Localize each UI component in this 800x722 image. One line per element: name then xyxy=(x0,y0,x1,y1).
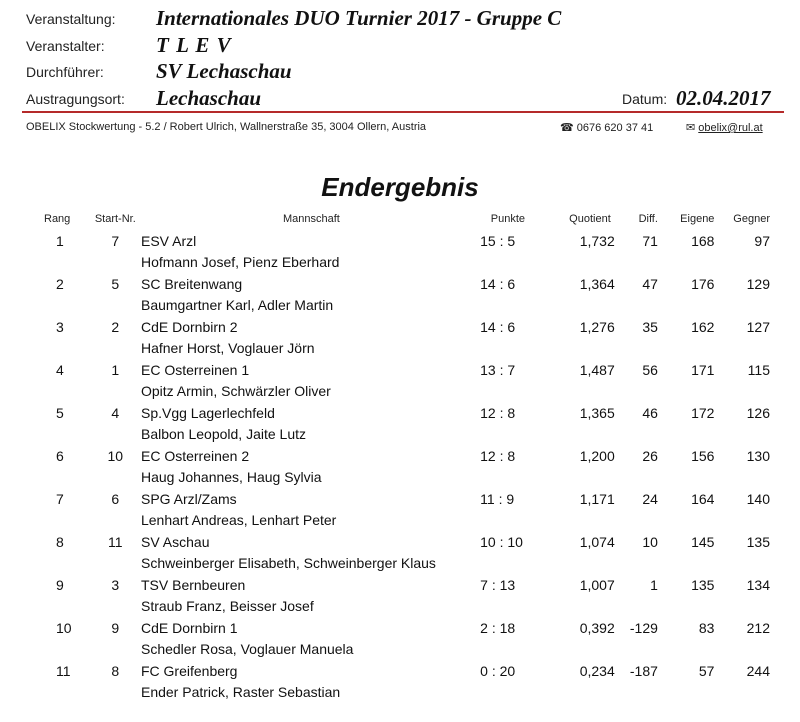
cell-team: TSV Bernbeuren xyxy=(140,576,246,593)
col-points: Punkte xyxy=(490,213,526,225)
mail-contact xyxy=(686,121,763,134)
cell-team: SPG Arzl/Zams xyxy=(140,490,237,507)
cell-start: 6 xyxy=(111,490,120,507)
table-row xyxy=(30,531,770,553)
organizer-value: T L E V xyxy=(156,33,232,57)
table-row-players xyxy=(30,682,770,704)
cell-quotient: 1,487 xyxy=(579,361,615,378)
cell-points: 12 : 8 xyxy=(480,404,516,421)
cell-team: FC Greifenberg xyxy=(140,662,238,679)
cell-diff: -187 xyxy=(629,662,658,679)
cell-start: 7 xyxy=(111,232,120,249)
cell-points: 13 : 7 xyxy=(480,361,516,378)
cell-points: 12 : 8 xyxy=(480,447,516,464)
cell-diff: 71 xyxy=(642,232,658,249)
table-row-players xyxy=(30,510,770,532)
cell-team: EC Osterreinen 1 xyxy=(140,361,250,378)
cell-rank: 1 xyxy=(56,232,64,249)
cell-points: 10 : 10 xyxy=(480,533,523,550)
organizer-label: Veranstalter: xyxy=(26,38,105,54)
cell-start: 9 xyxy=(111,619,120,636)
software-info: OBELIX Stockwertung - 5.2 / Robert Ulrich, Wallnerstraße 35, 3004 Ollern, Austria xyxy=(26,121,427,133)
cell-quotient: 1,365 xyxy=(579,404,615,421)
phone-contact xyxy=(560,121,653,134)
table-header xyxy=(30,208,770,230)
cell-opp: 140 xyxy=(746,490,770,507)
col-start: Start-Nr. xyxy=(94,213,136,225)
cell-team: Sp.Vgg Lagerlechfeld xyxy=(140,404,275,421)
cell-rank: 9 xyxy=(56,576,64,593)
cell-rank: 4 xyxy=(56,361,64,378)
cell-diff: 46 xyxy=(642,404,658,421)
cell-rank: 10 xyxy=(56,619,72,636)
col-quotient: Quotient xyxy=(569,213,611,225)
spacer xyxy=(30,252,141,274)
cell-quotient: 1,007 xyxy=(579,576,615,593)
date-label: Datum: xyxy=(622,91,668,107)
cell-start: 4 xyxy=(111,404,120,421)
table-row-players xyxy=(30,338,770,360)
cell-rank: 6 xyxy=(56,447,64,464)
spacer xyxy=(30,553,141,575)
table-row-players xyxy=(30,295,770,317)
cell-diff: 1 xyxy=(650,576,658,593)
cell-own: 156 xyxy=(691,447,715,464)
cell-own: 172 xyxy=(691,404,715,421)
cell-team: CdE Dornbirn 1 xyxy=(140,619,238,636)
table-row xyxy=(30,230,770,252)
event-label: Veranstaltung: xyxy=(26,11,116,27)
cell-own: 83 xyxy=(698,619,715,636)
table-row xyxy=(30,488,770,510)
cell-quotient: 0,392 xyxy=(579,619,615,636)
cell-quotient: 1,276 xyxy=(579,318,615,335)
spacer xyxy=(30,424,141,446)
cell-players: Schedler Rosa, Voglauer Manuela xyxy=(140,641,354,658)
cell-team: CdE Dornbirn 2 xyxy=(140,318,238,335)
spacer xyxy=(30,467,141,489)
cell-start: 5 xyxy=(111,275,120,292)
spacer xyxy=(30,596,141,618)
cell-opp: 134 xyxy=(746,576,770,593)
table-row-players xyxy=(30,596,770,618)
cell-quotient: 0,234 xyxy=(579,662,615,679)
cell-own: 135 xyxy=(691,576,715,593)
cell-opp: 115 xyxy=(747,361,770,378)
cell-players: Opitz Armin, Schwärzler Oliver xyxy=(140,383,331,400)
results-table xyxy=(30,208,770,703)
cell-opp: 244 xyxy=(746,662,770,679)
cell-own: 171 xyxy=(691,361,715,378)
spacer xyxy=(30,338,141,360)
executor-value: SV Lechaschau xyxy=(156,59,292,83)
cell-opp: 126 xyxy=(746,404,770,421)
spacer xyxy=(30,682,141,704)
cell-own: 168 xyxy=(691,232,715,249)
cell-quotient: 1,732 xyxy=(579,232,615,249)
cell-points: 2 : 18 xyxy=(480,619,516,636)
cell-diff: 10 xyxy=(642,533,658,550)
col-opp: Gegner xyxy=(733,213,770,225)
cell-start: 1 xyxy=(111,361,120,378)
cell-start: 8 xyxy=(111,662,120,679)
table-row xyxy=(30,617,770,639)
date-value: 02.04.2017 xyxy=(676,86,771,110)
table-row-players xyxy=(30,639,770,661)
cell-opp: 127 xyxy=(746,318,770,335)
cell-own: 57 xyxy=(698,662,715,679)
cell-opp: 97 xyxy=(754,232,770,249)
page-title: Endergebnis xyxy=(321,172,479,202)
cell-points: 14 : 6 xyxy=(480,275,516,292)
cell-points: 14 : 6 xyxy=(480,318,516,335)
table-row xyxy=(30,273,770,295)
event-value: Internationales DUO Turnier 2017 - Gruppe C xyxy=(156,6,562,30)
cell-rank: 5 xyxy=(56,404,64,421)
cell-team: EC Osterreinen 2 xyxy=(140,447,250,464)
cell-players: Lenhart Andreas, Lenhart Peter xyxy=(140,512,337,529)
table-row-players xyxy=(30,252,770,274)
col-own: Eigene xyxy=(680,213,715,225)
cell-players: Balbon Leopold, Jaite Lutz xyxy=(140,426,306,443)
table-row xyxy=(30,402,770,424)
cell-diff: 47 xyxy=(642,275,658,292)
cell-points: 11 : 9 xyxy=(480,490,515,507)
spacer xyxy=(30,639,141,661)
table-row-players xyxy=(30,424,770,446)
table-row xyxy=(30,660,770,682)
cell-start: 10 xyxy=(107,447,124,464)
cell-players: Baumgartner Karl, Adler Martin xyxy=(140,297,334,314)
cell-start: 2 xyxy=(111,318,120,335)
cell-players: Ender Patrick, Raster Sebastian xyxy=(140,684,341,701)
cell-own: 164 xyxy=(691,490,715,507)
cell-rank: 2 xyxy=(56,275,64,292)
spacer xyxy=(30,381,141,403)
cell-opp: 135 xyxy=(746,533,770,550)
cell-team: SV Aschau xyxy=(140,533,210,550)
venue-label: Austragungsort: xyxy=(26,91,125,107)
cell-diff: -129 xyxy=(629,619,658,636)
table-row-players xyxy=(30,553,770,575)
executor-label: Durchführer: xyxy=(26,64,104,80)
cell-quotient: 1,171 xyxy=(579,490,615,507)
cell-own: 145 xyxy=(691,533,715,550)
cell-own: 176 xyxy=(691,275,715,292)
cell-players: Hofmann Josef, Pienz Eberhard xyxy=(140,254,340,271)
cell-diff: 35 xyxy=(642,318,658,335)
col-diff: Diff. xyxy=(638,213,658,225)
cell-quotient: 1,364 xyxy=(579,275,615,292)
cell-rank: 8 xyxy=(56,533,64,550)
table-row xyxy=(30,445,770,467)
cell-rank: 7 xyxy=(56,490,64,507)
cell-diff: 24 xyxy=(642,490,658,507)
header-divider xyxy=(22,111,784,113)
col-team: Mannschaft xyxy=(282,213,340,225)
cell-start: 3 xyxy=(111,576,120,593)
cell-team: SC Breitenwang xyxy=(140,275,243,292)
cell-opp: 130 xyxy=(746,447,770,464)
cell-start: 11 xyxy=(108,533,123,550)
cell-rank: 11 xyxy=(56,662,71,679)
cell-rank: 3 xyxy=(56,318,64,335)
cell-quotient: 1,074 xyxy=(579,533,615,550)
cell-opp: 212 xyxy=(746,619,770,636)
spacer xyxy=(30,510,141,532)
cell-quotient: 1,200 xyxy=(579,447,615,464)
cell-points: 0 : 20 xyxy=(480,662,516,679)
results-body xyxy=(30,230,770,703)
phone-number: 0676 620 37 41 xyxy=(576,122,654,134)
cell-points: 7 : 13 xyxy=(480,576,516,593)
phone-icon: ☎ xyxy=(560,122,574,134)
table-row-players xyxy=(30,381,770,403)
cell-players: Haug Johannes, Haug Sylvia xyxy=(140,469,322,486)
cell-players: Schweinberger Elisabeth, Schweinberger Klaus xyxy=(140,555,436,572)
venue-value: Lechaschau xyxy=(156,86,261,110)
cell-team: ESV Arzl xyxy=(140,232,197,249)
col-rank: Rang xyxy=(44,213,71,225)
mail-icon: ✉ xyxy=(686,122,696,134)
cell-diff: 26 xyxy=(642,447,658,464)
table-row xyxy=(30,316,770,338)
cell-diff: 56 xyxy=(642,361,658,378)
cell-opp: 129 xyxy=(746,275,770,292)
cell-players: Straub Franz, Beisser Josef xyxy=(140,598,314,615)
cell-own: 162 xyxy=(691,318,715,335)
table-row-players xyxy=(30,467,770,489)
cell-points: 15 : 5 xyxy=(480,232,516,249)
email-link[interactable]: obelix@rul.at xyxy=(698,122,763,134)
table-row xyxy=(30,574,770,596)
cell-players: Hafner Horst, Voglauer Jörn xyxy=(140,340,315,357)
table-row xyxy=(30,359,770,381)
spacer xyxy=(30,295,141,317)
